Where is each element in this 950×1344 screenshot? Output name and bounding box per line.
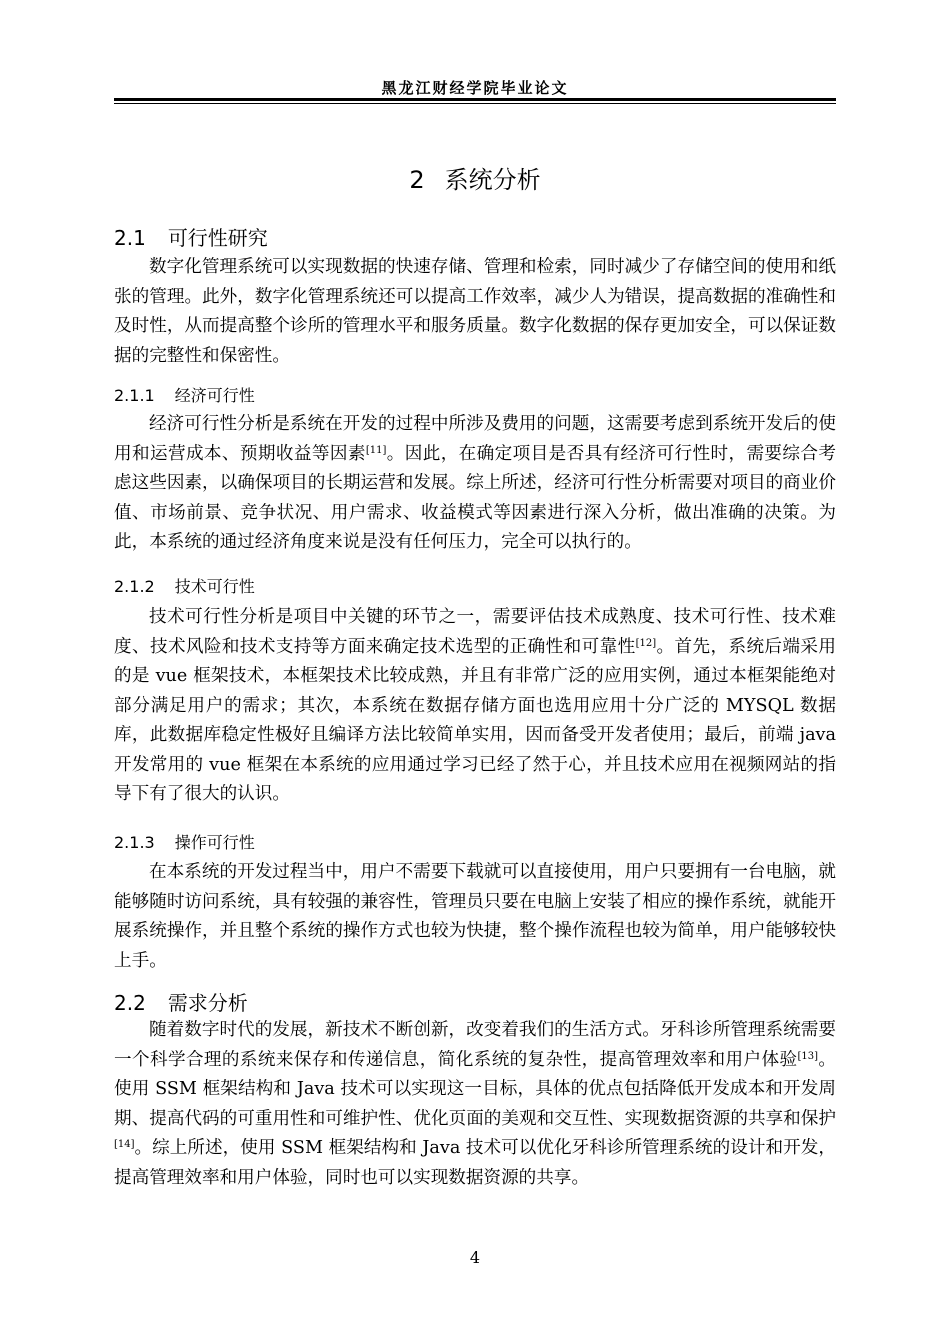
section-heading-2-1-2	[114, 574, 255, 597]
section-number: 2.1.2	[114, 577, 155, 596]
paragraph-2-1-2	[114, 603, 836, 810]
section-number: 2.2	[114, 991, 146, 1015]
text-run: 技术可行性分析是项目中关键的环节之一，需要评估技术成熟度、技术可行性、技术难度、技术风险和技术支持等方面来确定技术选型的正确性和可靠性	[114, 607, 836, 657]
section-title: 操作可行性	[174, 833, 255, 852]
paragraph-2-1-3: 在本系统的开发过程当中，用户不需要下载就可以直接使用，用户只要拥有一台电脑，就能够随时访问系统，具有较强的兼容性，管理员只要在电脑上安装了相应的操作系统，就能开展系统操作，并且整个系统的操作方式也较为快捷，整个操作流程也较为简单，用户能够较快上手。	[114, 862, 836, 971]
text-run: 经济可行性分析是系统在开发的过程中所涉及费用的问题，这需要考虑到系统开发后的使用和运营成本、预期收益等因素	[114, 414, 836, 464]
section-heading-2-1-1	[114, 383, 255, 406]
citation: [11]	[365, 444, 387, 456]
section-heading-2-2	[114, 987, 248, 1016]
chapter-number: 2	[409, 166, 425, 194]
section-number: 2.1.3	[114, 833, 155, 852]
citation: [12]	[635, 637, 657, 649]
citation: [13]	[797, 1050, 818, 1062]
paragraph-2-2	[114, 1016, 836, 1193]
running-header: 黑龙江财经学院毕业论文	[381, 79, 569, 97]
paragraph-2-1: 数字化管理系统可以实现数据的快速存储、管理和检索，同时减少了存储空间的使用和纸张的管理。此外，数字化管理系统还可以提高工作效率，减少人为错误，提高数据的准确性和及时性，从而提高整个诊所的管理水平和服务质量。数字化数据的保存更加安全，可以保证数据的完整性和保密性。	[114, 257, 836, 366]
text-run: 。使用 SSM 框架结构和 Java 技术可以实现这一目标，具体的优点包括降低开发成本和开发周期、提高代码的可重用性和可维护性、优化页面的美观和交互性、实现数据资源的共享和保护	[114, 1049, 836, 1129]
section-title: 需求分析	[167, 991, 248, 1015]
text-run: 。首先，系统后端采用的是 vue 框架技术，本框架技术比较成熟，并且有非常广泛的应用实例，通过本框架能绝对部分满足用户的需求；其次，本系统在数据存储方面也选用应用十分广泛的 MYSQL 数据库，此数据库稳定性极好且编译方法比较简单实用，因而备受开发者使用；最后，前端 java 开发常用的 vue 框架在本系统的应用通过学习已经了然于心，并且技术应用在视频网站的指导下有了很大的认识。	[114, 636, 836, 804]
section-heading-2-1	[114, 222, 268, 251]
page-number: 4	[469, 1248, 481, 1267]
text-run: 。因此，在确定项目是否具有经济可行性时，需要综合考虑这些因素，以确保项目的长期运营和发展。综上所述，经济可行性分析需要对项目的商业价值、市场前景、竞争状况、用户需求、收益模式等因素进行深入分析，做出准确的决策。为此，本系统的通过经济角度来说是没有任何压力，完全可以执行的。	[114, 443, 836, 552]
chapter-title: 系统分析	[444, 166, 541, 194]
section-title: 技术可行性	[174, 577, 255, 596]
section-title: 可行性研究	[167, 226, 268, 250]
section-number: 2.1.1	[114, 386, 155, 405]
paragraph-2-1-1	[114, 410, 836, 558]
text-run: 随着数字时代的发展，新技术不断创新，改变着我们的生活方式。牙科诊所管理系统需要一个科学合理的系统来保存和传递信息，简化系统的复杂性，提高管理效率和用户体验	[114, 1020, 836, 1070]
text-run: 。综上所述，使用 SSM 框架结构和 Java 技术可以优化牙科诊所管理系统的设计和开发，提高管理效率和用户体验，同时也可以实现数据资源的共享。	[114, 1138, 836, 1188]
section-heading-2-1-3	[114, 830, 255, 853]
section-title: 经济可行性	[174, 386, 255, 405]
header-rule-thick	[114, 98, 836, 101]
header-rule-thin	[114, 103, 836, 104]
citation: [14]	[114, 1139, 135, 1150]
chapter-heading	[114, 160, 836, 195]
section-number: 2.1	[114, 226, 146, 250]
